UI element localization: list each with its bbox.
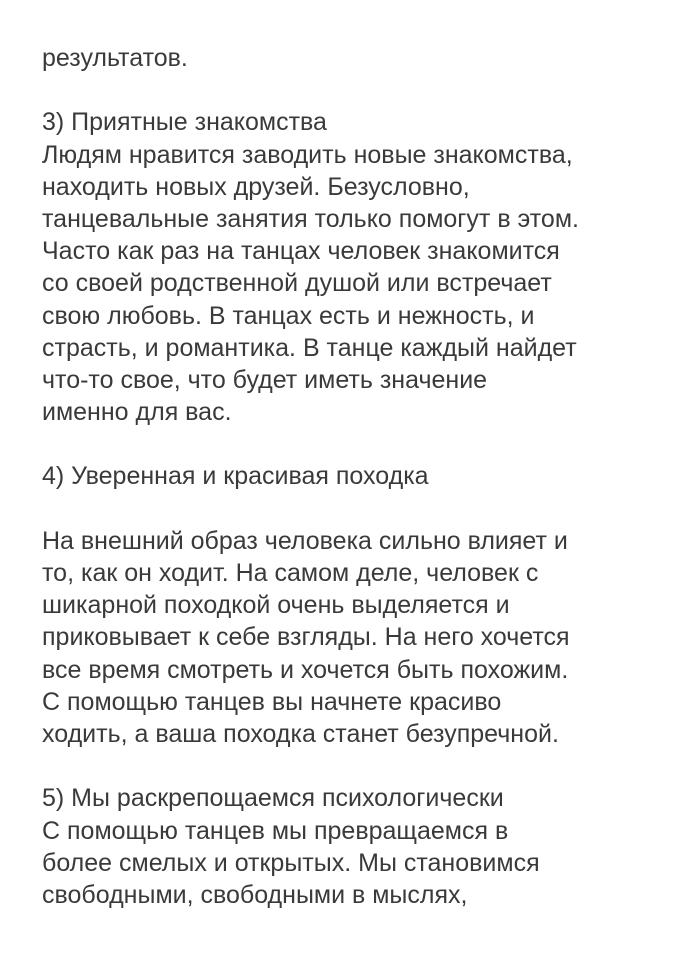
section-heading-3: 3) Приятные знакомства <box>42 108 327 137</box>
text-line: именно для вас. <box>42 398 232 427</box>
text-line: все время смотреть и хочется быть похожим. <box>42 655 569 684</box>
text-line: то, как он ходит. На самом деле, человек с <box>42 559 539 587</box>
text-line: Людям нравится заводить новые знакомства, <box>42 140 573 169</box>
text-line: приковывает к себе взгляды. На него хочется <box>42 623 570 652</box>
text-line: свободными, свободными в мыслях, <box>42 880 468 909</box>
blank-line <box>42 74 662 106</box>
blank-line <box>42 750 662 782</box>
text-line: свою любовь. В танцах есть и нежность, и <box>42 301 535 330</box>
text-line: страсть, и романтика. В танце каждый найдет <box>42 333 577 362</box>
text-line: результатов. <box>42 44 188 72</box>
text-line: со своей родственной душой или встречает <box>42 269 552 298</box>
text-line: С помощью танцев мы превращаемся в <box>42 816 509 845</box>
section-heading-5: 5) Мы раскрепощаемся психологически <box>42 784 504 813</box>
document-page <box>42 42 662 911</box>
text-line: На внешний образ человека сильно влияет и <box>42 526 568 555</box>
blank-line <box>42 493 662 525</box>
text-line: ходить, а ваша походка станет безупречной. <box>42 719 559 748</box>
text-line: Часто как раз на танцах человек знакомится <box>42 237 560 266</box>
text-line: С помощью танцев вы начнете красиво <box>42 687 502 716</box>
blank-line <box>42 428 662 460</box>
text-line: находить новых друзей. Безусловно, <box>42 172 470 201</box>
text-line: танцевальные занятия только помогут в этом. <box>42 204 579 233</box>
text-line: что-то свое, что будет иметь значение <box>42 365 488 394</box>
section-heading-4: 4) Уверенная и красивая походка <box>42 462 429 491</box>
text-line: более смелых и открытых. Мы становимся <box>42 848 540 877</box>
text-line: шикарной походкой очень выделяется и <box>42 591 510 620</box>
